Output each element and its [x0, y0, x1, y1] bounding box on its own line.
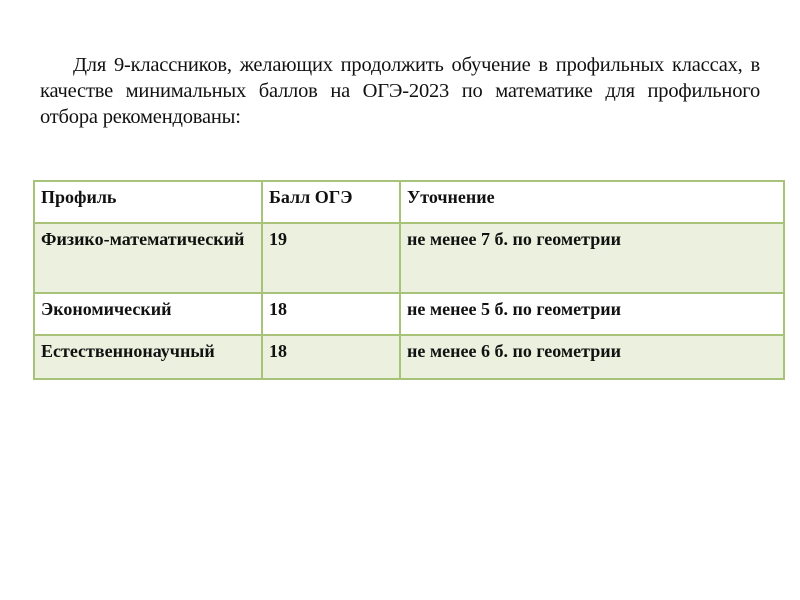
table-header-row [34, 181, 784, 223]
table-row [34, 335, 784, 379]
header-profile: Профиль [34, 181, 262, 223]
table-row [34, 293, 784, 335]
min-score-table [33, 180, 785, 380]
header-score: Балл ОГЭ [262, 181, 400, 223]
cell-note: не менее 7 б. по геометрии [400, 223, 784, 293]
header-note: Уточнение [400, 181, 784, 223]
cell-profile: Физико-математический [34, 223, 262, 293]
cell-score: 19 [262, 223, 400, 293]
cell-profile: Естественнонаучный [34, 335, 262, 379]
cell-note: не менее 5 б. по геометрии [400, 293, 784, 335]
cell-note: не менее 6 б. по геометрии [400, 335, 784, 379]
intro-paragraph: Для 9-классников, желающих продолжить обучение в профильных классах, в качестве минимальных баллов на ОГЭ-2023 по математике для профильного отбора рекомендованы: [40, 54, 760, 128]
table-row [34, 223, 784, 293]
cell-score: 18 [262, 293, 400, 335]
cell-score: 18 [262, 335, 400, 379]
cell-profile: Экономический [34, 293, 262, 335]
